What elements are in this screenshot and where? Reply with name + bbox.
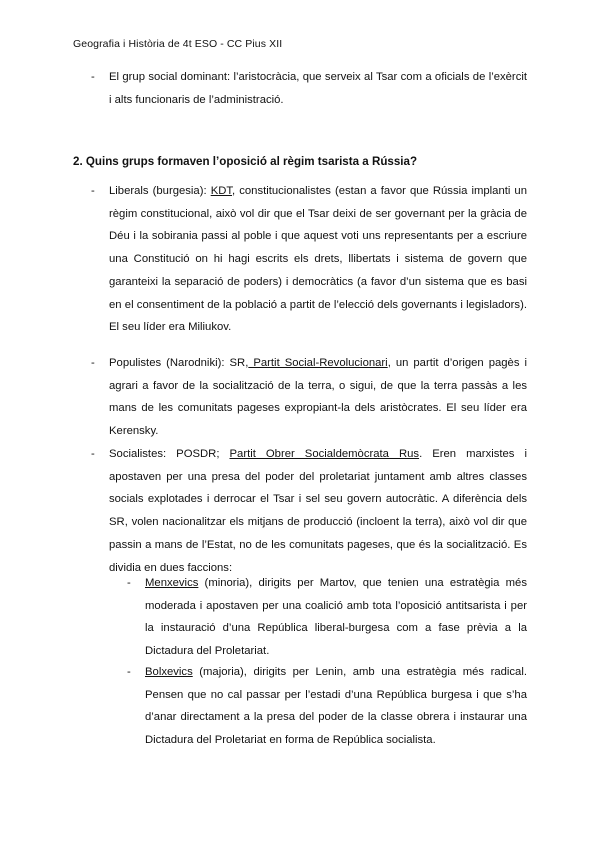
bullet-dash: - [91, 71, 95, 83]
group-item-populists [91, 352, 527, 443]
group-prefix: Socialistes: POSDR; [109, 448, 230, 460]
party-link-sr[interactable]: Partit Social-Revolucionari [248, 357, 388, 369]
party-link-kdt[interactable]: KDT [210, 185, 233, 197]
group-item-socialists [91, 443, 527, 579]
bullet-dash: - [91, 448, 95, 460]
faction-description: (majoria), dirigits per Lenin, amb una estratègia més radical. Pensen que no cal passar per l’estadi d’una República burgesa i que s’ha d’anar directament a la presa del poder de la classe obrera i instaurar una Dictadura del Proletariat en forma de República socialista. [145, 666, 527, 747]
faction-text [145, 661, 527, 752]
faction-text [145, 572, 527, 663]
group-prefix: Liberals (burgesia): [109, 185, 211, 197]
faction-item-bolxevics [127, 661, 527, 752]
faction-item-menxevics [127, 572, 527, 663]
group-text [109, 352, 527, 443]
group-item-liberals [91, 180, 527, 339]
question-heading: 2. Quins grups formaven l’oposició al règim tsarista a Rússia? [73, 155, 418, 168]
bullet-dash: - [127, 666, 131, 678]
faction-link-bolxevics[interactable]: Bolxevics [145, 666, 193, 678]
group-description: , un partit d’origen pagès i agrari a favor de la socialització de la terra, o sigui, de que la terra passàs a les mans de les comunitats pageses expropiant-la dels aristòcrates. El seu líder era Kerensky. [109, 357, 527, 438]
party-link-posdr[interactable]: Partit Obrer Socialdemòcrata Rus [229, 448, 420, 460]
faction-link-menxevics[interactable]: Menxevics [145, 577, 199, 589]
group-text [109, 443, 527, 579]
intro-item [91, 66, 527, 111]
group-text [109, 180, 527, 339]
page-header: Geografia i Història de 4t ESO - CC Pius XII [73, 38, 283, 50]
group-description: . Eren marxistes i apostaven per una presa del poder del proletariat juntament amb altres classes socials explotades i derrocar el Tsar i sel seu govern autocràtic. A diferència dels SR, volen nacionalitzar els mitjans de producció (incloent la terra), això vol dir que passin a mans de l’Estat, no de les comunitats pageses, que és la socialització. Es dividia en dues faccions: [109, 448, 527, 574]
group-description: , constitucionalistes (estan a favor que Rússia implanti un règim constitucional, això vol dir que el Tsar deixi de ser governant per la gràcia de Déu i la sobirania passi al poble i que aquest voti uns representants per a escriure una Constitució on hi hagi escrits els drets, llibertats i sistema de govern que garanteixi la separació de poders) i democràtics (a favor d’un sistema que es basi en el consentiment de la població a partit de l’elecció dels governants i legisladors). El seu líder era Miliukov. [109, 185, 527, 334]
bullet-dash: - [127, 577, 131, 589]
group-prefix: Populistes (Narodniki): SR, [109, 357, 249, 369]
intro-text: El grup social dominant: l’aristocràcia, que serveix al Tsar com a oficials de l’exèrcit i alts funcionaris de l’administració. [109, 71, 527, 106]
faction-description: (minoria), dirigits per Martov, que tenien una estratègia més moderada i apostaven per una coalició amb tota l’oposició antitsarista i per la instauració d’una República liberal-burgesa com a fase prèvia a la Dictadura del Proletariat. [145, 577, 527, 658]
bullet-dash: - [91, 185, 95, 197]
bullet-dash: - [91, 357, 95, 369]
